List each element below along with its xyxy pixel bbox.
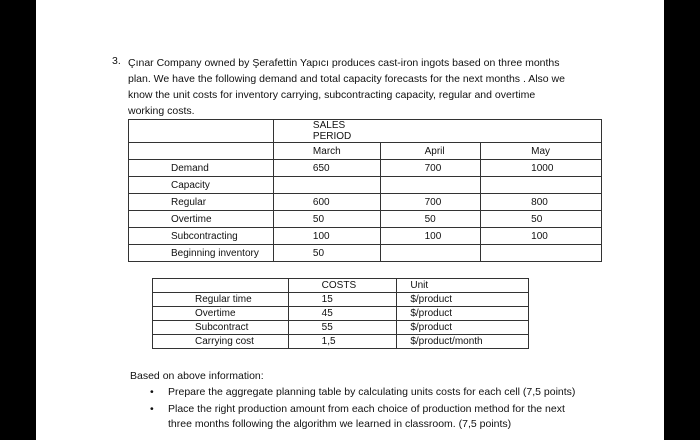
question-number: 3. (112, 55, 121, 67)
table-cell (380, 245, 481, 262)
costs-table (152, 278, 529, 349)
bullet-icon: • (150, 386, 154, 398)
table-row (129, 160, 602, 177)
bullet-icon: • (150, 403, 154, 415)
instructions-intro: Based on above information: (130, 370, 264, 382)
table-cell: 50 (273, 211, 380, 228)
table-row (153, 321, 529, 335)
table-cell (129, 120, 274, 143)
cost-value: 1,5 (288, 335, 397, 349)
table-cell (380, 120, 481, 143)
table-row (129, 228, 602, 245)
table-cell: 100 (273, 228, 380, 245)
table-row (153, 335, 529, 349)
table-cell: 700 (380, 160, 481, 177)
row-label: Overtime (129, 211, 274, 228)
costs-header: COSTS (288, 279, 397, 293)
table-row (129, 177, 602, 194)
bullet-text: three months following the algorithm we learned in classroom. (7,5 points) (168, 418, 512, 430)
bullet-text: Place the right production amount from each choice of production method for the next (168, 403, 565, 415)
table-cell (481, 120, 602, 143)
table-row (129, 143, 602, 160)
table-row (129, 211, 602, 228)
sales-period-table (128, 119, 602, 262)
cost-unit: $/product (397, 293, 529, 307)
row-label: Subcontracting (129, 228, 274, 245)
table-cell: 50 (481, 211, 602, 228)
list-item (146, 385, 575, 400)
table-row (153, 293, 529, 307)
table-cell: 1000 (481, 160, 602, 177)
table-cell (380, 177, 481, 194)
question-line: plan. We have the following demand and total capacity forecasts for the next months . Also we (128, 73, 565, 85)
table-cell: 100 (481, 228, 602, 245)
table-cell: 600 (273, 194, 380, 211)
cost-label: Carrying cost (153, 335, 289, 349)
table-row (153, 279, 529, 293)
question-line: know the unit costs for inventory carrying, subcontracting capacity, regular and overtime (128, 89, 536, 101)
row-label: Beginning inventory (129, 245, 274, 262)
month-header: April (380, 143, 481, 160)
cost-value: 55 (288, 321, 397, 335)
table-row (153, 307, 529, 321)
row-label: Regular (129, 194, 274, 211)
question-text (128, 55, 588, 119)
document-page (36, 0, 664, 440)
table-cell (481, 177, 602, 194)
sales-period-title: SALES PERIOD (273, 120, 380, 143)
question-line: Çınar Company owned by Şerafettin Yapıcı produces cast-iron ingots based on three months (128, 57, 560, 69)
cost-unit: $/product (397, 307, 529, 321)
table-cell (481, 245, 602, 262)
table-cell: 50 (273, 245, 380, 262)
instructions-list (146, 385, 575, 432)
cost-label: Subcontract (153, 321, 289, 335)
table-cell (273, 177, 380, 194)
month-header: March (273, 143, 380, 160)
cost-value: 15 (288, 293, 397, 307)
question-line: working costs. (128, 105, 195, 117)
table-cell: 50 (380, 211, 481, 228)
row-label: Capacity (129, 177, 274, 194)
table-row (129, 194, 602, 211)
table-cell: 650 (273, 160, 380, 177)
row-label: Demand (129, 160, 274, 177)
table-cell: 700 (380, 194, 481, 211)
table-cell (129, 143, 274, 160)
table-row (129, 245, 602, 262)
cost-label: Overtime (153, 307, 289, 321)
bullet-text: Prepare the aggregate planning table by calculating units costs for each cell (7,5 points) (168, 386, 576, 398)
list-item (146, 402, 575, 432)
unit-header: Unit (397, 279, 529, 293)
table-cell: 800 (481, 194, 602, 211)
cost-value: 45 (288, 307, 397, 321)
cost-label: Regular time (153, 293, 289, 307)
table-cell: 100 (380, 228, 481, 245)
table-cell (153, 279, 289, 293)
table-row (129, 120, 602, 143)
cost-unit: $/product/month (397, 335, 529, 349)
cost-unit: $/product (397, 321, 529, 335)
month-header: May (481, 143, 602, 160)
